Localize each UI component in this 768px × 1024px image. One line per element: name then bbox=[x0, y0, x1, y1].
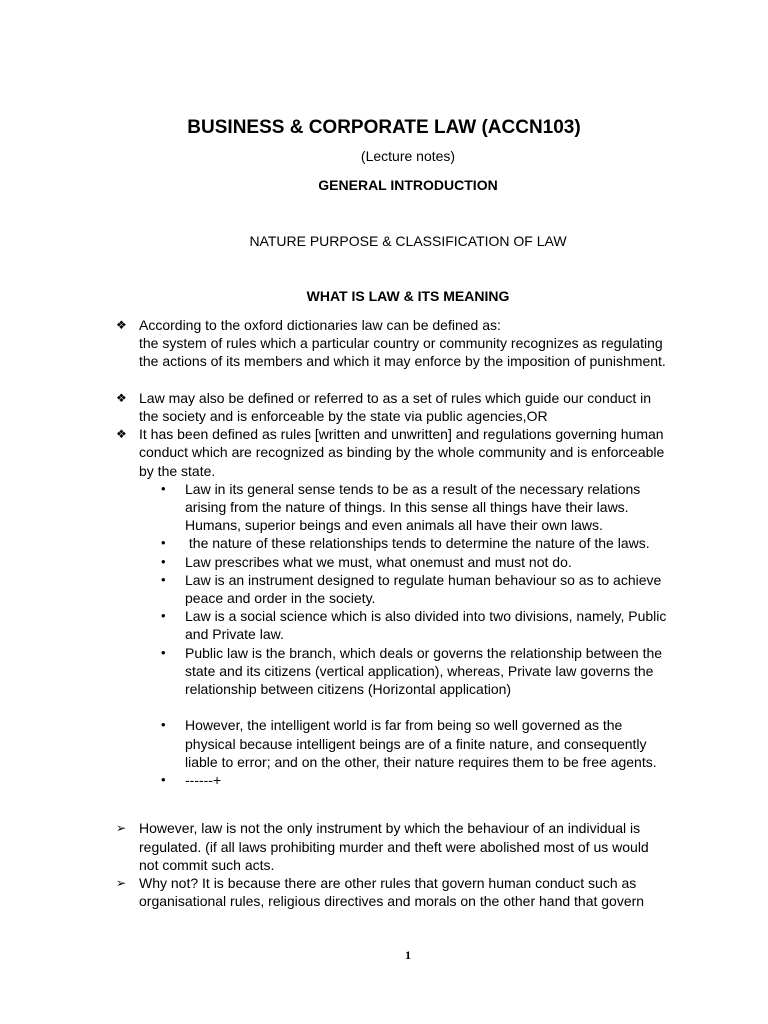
text-line: not commit such acts. bbox=[139, 856, 275, 873]
arrow-bullet-icon: ➢ bbox=[116, 821, 127, 836]
sub-point-item bbox=[116, 480, 728, 535]
text-line: According to the oxford dictionaries law can be defined as: bbox=[139, 317, 501, 333]
diamond-bullet-icon: ❖ bbox=[116, 318, 127, 332]
subsection-heading: WHAT IS LAW & ITS MEANING bbox=[306, 288, 510, 304]
round-bullet-icon: • bbox=[161, 608, 166, 624]
text-line: physical because intelligent beings are of a finite nature, and consequently bbox=[185, 735, 647, 752]
text-line: the society and is enforceable by the state via public agencies,OR bbox=[139, 408, 548, 424]
text-line: Humans, superior beings and even animals all have their own laws. bbox=[185, 517, 603, 534]
definition-item bbox=[116, 389, 728, 425]
text-line: It has been defined as rules [written and unwritten] and regulations governing human bbox=[139, 426, 664, 443]
document-subtitle: (Lecture notes) bbox=[360, 148, 456, 164]
definition-item bbox=[116, 425, 728, 480]
text-line: by the state. bbox=[139, 462, 216, 479]
text-line: state and its citizens (vertical application), whereas, Private law governs the bbox=[185, 662, 654, 679]
round-bullet-icon: • bbox=[161, 717, 166, 733]
round-bullet-icon: • bbox=[161, 772, 166, 788]
arrow-point-item bbox=[116, 874, 728, 910]
text-line: peace and order in the society. bbox=[185, 590, 376, 607]
round-bullet-icon: • bbox=[161, 535, 166, 551]
sub-point-item bbox=[116, 534, 728, 552]
body-content bbox=[116, 316, 728, 910]
text-line: Law prescribes what we must, what onemust and must not do. bbox=[185, 553, 572, 570]
text-line: Why not? It is because there are other rules that govern human conduct such as bbox=[139, 875, 637, 892]
text-line: However, law is not the only instrument by which the behaviour of an individual is bbox=[139, 820, 641, 837]
text-line: Law is a social science which is also divided into two divisions, namely, Public bbox=[185, 608, 667, 625]
sub-point-item bbox=[116, 771, 728, 789]
diamond-bullet-icon: ❖ bbox=[116, 390, 127, 405]
sub-point-item bbox=[116, 607, 728, 643]
sub-point-item bbox=[116, 716, 728, 771]
section-heading: GENERAL INTRODUCTION bbox=[318, 177, 498, 193]
text-line: Public law is the branch, which deals or governs the relationship between the bbox=[185, 644, 663, 661]
sub-point-item bbox=[116, 553, 728, 571]
diamond-bullet-icon: ❖ bbox=[116, 427, 127, 442]
text-line: and Private law. bbox=[185, 626, 284, 643]
round-bullet-icon: • bbox=[161, 480, 166, 496]
text-line: ------+ bbox=[185, 772, 222, 789]
text-line: organisational rules, religious directives and morals on the other hand that govern bbox=[139, 893, 645, 910]
sub-point-item bbox=[116, 644, 728, 699]
text-line: the actions of its members and which it may enforce by the imposition of punishment. bbox=[139, 353, 666, 370]
text-line: Law in its general sense tends to be as a result of the necessary relations bbox=[185, 480, 641, 497]
text-line: the nature of these relationships tends to determine the nature of the laws. bbox=[185, 535, 650, 552]
text-line: Law is an instrument designed to regulate human behaviour so as to achieve bbox=[185, 571, 662, 588]
text-line: regulated. (if all laws prohibiting murder and theft were abolished most of us would bbox=[139, 838, 649, 855]
document-title: BUSINESS & CORPORATE LAW (ACCN103) bbox=[187, 117, 581, 138]
text-line: liable to error; and on the other, their nature requires them to be free agents. bbox=[185, 753, 657, 770]
sub-point-item bbox=[116, 571, 728, 607]
definition-item bbox=[116, 316, 728, 371]
arrow-bullet-icon: ➢ bbox=[116, 876, 127, 891]
text-line: relationship between citizens (Horizontal application) bbox=[185, 681, 512, 698]
topic-heading: NATURE PURPOSE & CLASSIFICATION OF LAW bbox=[249, 233, 567, 249]
round-bullet-icon: • bbox=[161, 553, 166, 569]
round-bullet-icon: • bbox=[161, 571, 166, 587]
text-line: Law may also be defined or referred to as a set of rules which guide our conduct in bbox=[139, 389, 652, 406]
round-bullet-icon: • bbox=[161, 644, 166, 660]
text-line: arising from the nature of things. In this sense all things have their laws. bbox=[185, 499, 629, 516]
page-number: 1 bbox=[405, 948, 411, 962]
text-line: the system of rules which a particular country or community recognizes as regulating bbox=[139, 335, 663, 352]
arrow-point-item bbox=[116, 819, 728, 874]
text-line: conduct which are recognized as binding by the whole community and is enforceable bbox=[139, 444, 665, 461]
text-line: However, the intelligent world is far from being so well governed as the bbox=[185, 717, 623, 734]
